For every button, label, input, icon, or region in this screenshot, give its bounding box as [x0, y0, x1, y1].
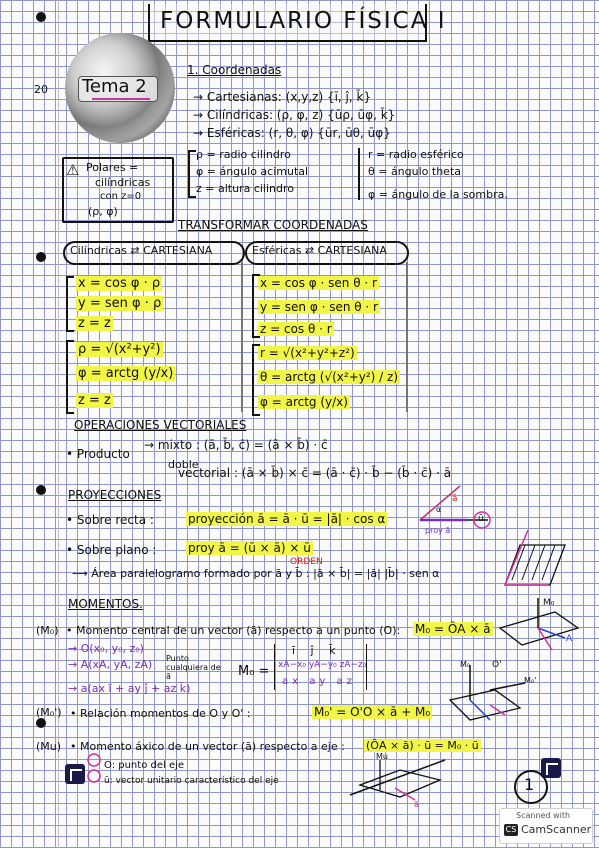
- a-point: → A(xA, yA, zA): [68, 658, 153, 671]
- o-point: → O(x₀, y₀, z₀): [68, 642, 144, 655]
- rel-label: (M₀'): [36, 706, 62, 719]
- fig-a-vector-label: ā: [414, 800, 419, 809]
- producto-doble: doble: [168, 458, 199, 471]
- determinant-lhs: M₀ =: [238, 664, 270, 679]
- esf-z: z = cos θ · r: [260, 322, 332, 336]
- section-coordenadas-heading: 1. Coordenadas: [187, 63, 282, 77]
- det-row-2: xA−x₀ yA−y₀ zA−z₀: [278, 660, 367, 670]
- def-phi2: φ = ángulo de la sombra.: [368, 188, 508, 201]
- fig-o-prime-label: O': [492, 660, 502, 670]
- page-number-right: 1: [524, 775, 535, 794]
- polares-line3: con z=0: [100, 191, 142, 202]
- fig-a-point-label: A: [566, 634, 573, 644]
- cil-phi: φ = arctg (y/x): [78, 366, 174, 381]
- warning-icon: ⚠: [66, 161, 80, 179]
- cil-z2: z = z: [78, 393, 111, 408]
- momentos-heading: MOMENTOS.: [68, 597, 143, 611]
- esf-theta: θ = arctg (√(x²+y²) / z): [260, 370, 399, 384]
- def-r: r = radio esférico: [368, 148, 464, 161]
- esf-phi: φ = arctg (y/x): [260, 395, 348, 409]
- a-vector: → a(ax ī + ay ĵ + az k̄): [68, 682, 191, 695]
- esf-x: x = cos φ · sen θ · r: [260, 276, 377, 290]
- tema-label: Tema 2: [82, 76, 147, 97]
- def-z: z = altura cilindro: [196, 182, 295, 195]
- proy-plano-label: • Sobre plano :: [66, 543, 157, 557]
- orden-note: ORDEN: [290, 557, 323, 567]
- page-title: FORMULARIO FÍSICA I: [160, 8, 447, 34]
- fig-mo-prime-label: M₀': [524, 676, 537, 685]
- page-number-left: 20: [34, 83, 48, 96]
- proyecciones-heading: PROYECCIONES: [68, 488, 162, 502]
- producto-vectorial: vectorial : (ā × b̄) × c̄ = (ā · c̄) · b̄ − (b̄ · c̄) · ā: [178, 466, 452, 480]
- cil-y: y = sen φ · ρ: [78, 296, 162, 311]
- fig-m0-label: M₀: [543, 598, 555, 608]
- rel-text: • Relación momentos de O y O' :: [70, 707, 251, 720]
- proy-plano-formula: proy ā = (ū × ā) × ū: [188, 541, 311, 555]
- polares-line2: cilíndricas: [95, 176, 151, 189]
- area-paralelogramo: ⟶ Área paralelogramo formado por ā y b̄ : |ā × b̄| = |ā| |b̄| · sen α: [72, 567, 440, 580]
- proy-recta-label: • Sobre recta :: [66, 513, 154, 527]
- def-phi: φ = ángulo acimutal: [196, 165, 309, 178]
- polares-line4: (ρ, φ): [88, 205, 118, 218]
- m0-text: • Momento central de un vector (ā) respecto a un punto (O):: [66, 624, 401, 637]
- scanner-name: CamScanner: [521, 823, 592, 836]
- operaciones-heading: OPERACIONES VECTORIALES: [74, 418, 247, 432]
- coord-cilindricas: → Cilíndricas: (ρ, φ, z) {ūρ, ūφ, k̄}: [193, 108, 396, 122]
- transformar-heading: TRANSFORMAR COORDENADAS: [178, 218, 368, 232]
- cil-z: z = z: [78, 316, 111, 331]
- camscanner-logo-icon: CS: [505, 825, 517, 834]
- plane-projection-figure: [505, 530, 565, 585]
- mu-label: (Mu): [36, 740, 62, 753]
- esf-y: y = sen φ · sen θ · r: [260, 300, 378, 314]
- det-row-3: ax ay az: [282, 676, 356, 687]
- esf-cart-header: Esféricas ⇄ CARTESIANA: [252, 244, 387, 257]
- det-row-1: ī ĵ k̄: [292, 644, 342, 657]
- cil-rho: ρ = √(x²+y²): [78, 342, 161, 357]
- fig-u-label: ū: [478, 514, 484, 524]
- m0-formula: M₀ = ŌA × ā: [415, 622, 491, 636]
- moment-relation-figure: [450, 665, 525, 720]
- fig-mu-label: Mu: [376, 752, 388, 761]
- fig-proy-label: proy ā: [425, 526, 451, 535]
- scanner-top-text: Scanned with: [516, 811, 571, 820]
- esf-r: r = √(x²+y²+z²): [260, 346, 355, 360]
- def-theta: θ = ángulo theta: [368, 165, 461, 178]
- fig-mo-label: M₀: [460, 660, 471, 669]
- coord-cartesianas: → Cartesianas: (x,y,z) {ī, ĵ, k̄}: [193, 90, 372, 104]
- cil-cart-header: Cilíndricas ⇄ CARTESIANA: [70, 244, 213, 257]
- fig-a-label: ā: [452, 494, 458, 504]
- producto-label: • Producto: [66, 447, 130, 461]
- axial-moment-figure: [350, 760, 445, 800]
- mu-text: • Momento áxico de un vector (ā) respecto a eje :: [70, 740, 345, 753]
- u-note: ū: vector unitario característico del eje: [104, 776, 279, 786]
- producto-mixto: → mixto : (ā, b̄, c̄) = (ā × b̄) · c̄: [144, 438, 328, 452]
- mu-formula: (ŌA × ā) · ū = M₀ · ū: [366, 739, 479, 752]
- proy-recta-formula: proyección ā = ā · ū = |ā| · cos α: [188, 512, 386, 526]
- coord-esfericas: → Esféricas: (r, θ, φ) {ūr, ūθ, ūφ}: [193, 126, 391, 140]
- fig-alpha-label: α: [436, 505, 442, 514]
- o-note: O: punto del eje: [104, 760, 185, 771]
- m0-label: (M₀): [36, 624, 59, 637]
- rel-formula: M₀' = O'O × ā + M₀: [314, 705, 431, 719]
- polares-line1: Polares =: [86, 161, 139, 174]
- cil-x: x = cos φ · ρ: [78, 276, 161, 291]
- def-rho: ρ = radio cilindro: [196, 148, 291, 161]
- punto-note: Punto cualquiera de ā: [166, 654, 221, 681]
